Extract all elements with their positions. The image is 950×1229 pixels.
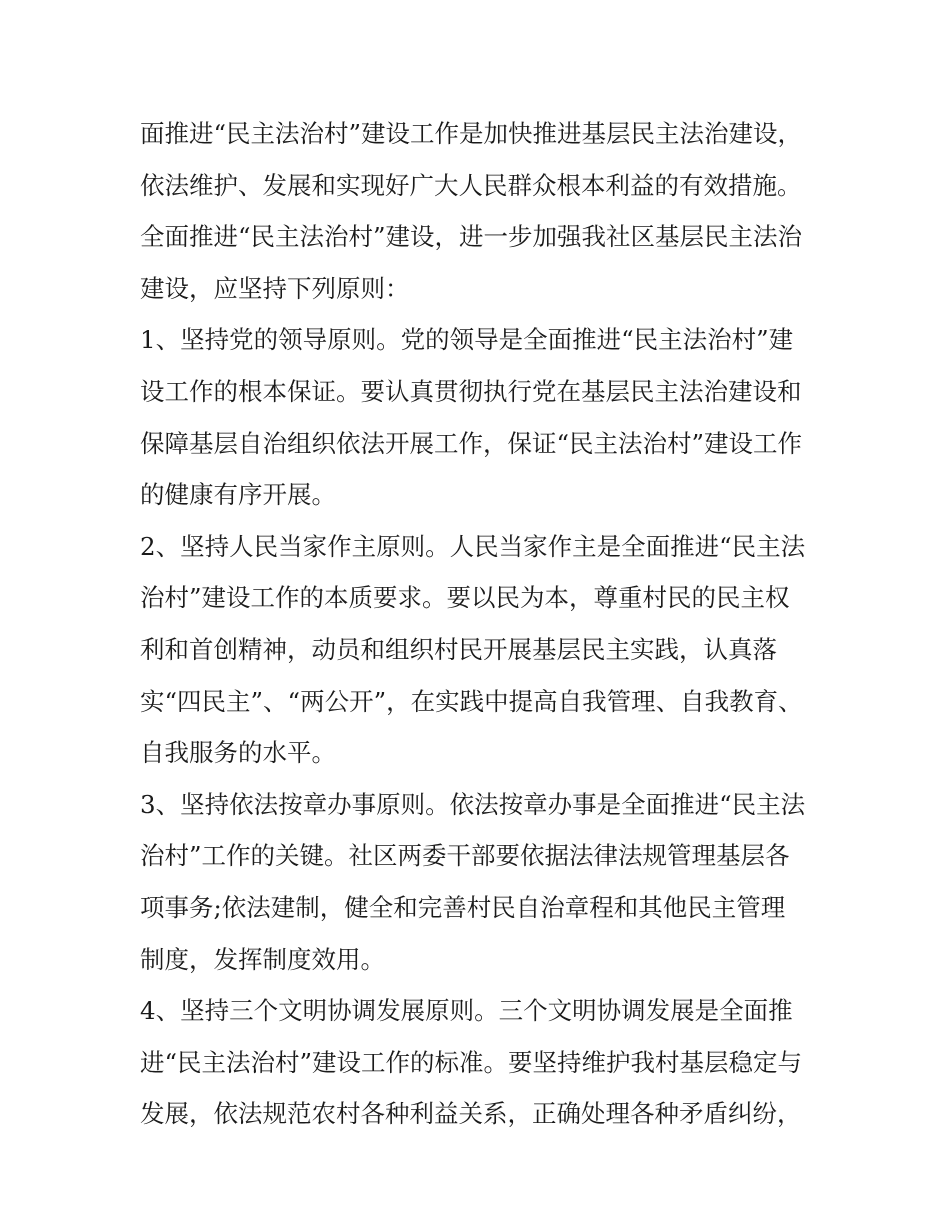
text-line: 4、坚持三个文明协调发展原则。三个文明协调发展是全面推 <box>140 996 793 1026</box>
text-line: 实“四民主”、“两公开”，在实践中提高自我管理、自我教育、 <box>140 686 803 716</box>
text-line: 3、坚持依法按章办事原则。依法按章办事是全面推进“民主法 <box>140 789 806 819</box>
text-line: 项事务;依法建制，健全和完善村民自治章程和其他民主管理 <box>140 892 786 922</box>
text-line: 保障基层自治组织依法开展工作，保证“民主法治村”建设工作 <box>140 428 803 458</box>
text-line: 自我服务的水平。 <box>140 738 336 768</box>
text-line: 治村”工作的关键。社区两委干部要依据法律法规管理基层各 <box>140 841 790 871</box>
text-line: 依法维护、发展和实现好广大人民群众根本利益的有效措施。 <box>140 170 802 200</box>
text-line: 1、坚持党的领导原则。党的领导是全面推进“民主法治村”建 <box>140 325 794 355</box>
document-body <box>140 108 820 1140</box>
text-line: 的健康有序开展。 <box>140 480 336 510</box>
text-line: 面推进“民主法治村”建设工作是加快推进基层民主法治建设， <box>140 119 803 148</box>
text-line: 进“民主法治村”建设工作的标准。要坚持维护我村基层稳定与 <box>140 1047 803 1077</box>
text-line: 设工作的根本保证。要认真贯彻执行党在基层民主法治建设和 <box>140 376 802 406</box>
text-line: 建设，应坚持下列原则： <box>140 273 410 303</box>
text-line: 治村”建设工作的本质要求。要以民为本，尊重村民的民主权 <box>140 583 790 613</box>
text-line: 全面推进“民主法治村”建设，进一步加强我社区基层民主法治 <box>140 222 803 252</box>
text-line: 制度，发挥制度效用。 <box>140 944 385 974</box>
text-line: 发展，依法规范农村各种利益关系，正确处理各种矛盾纠纷， <box>140 1099 802 1129</box>
text-line: 利和首创精神，动员和组织村民开展基层民主实践，认真落 <box>140 634 777 664</box>
text-line: 2、坚持人民当家作主原则。人民当家作主是全面推进“民主法 <box>140 531 806 561</box>
